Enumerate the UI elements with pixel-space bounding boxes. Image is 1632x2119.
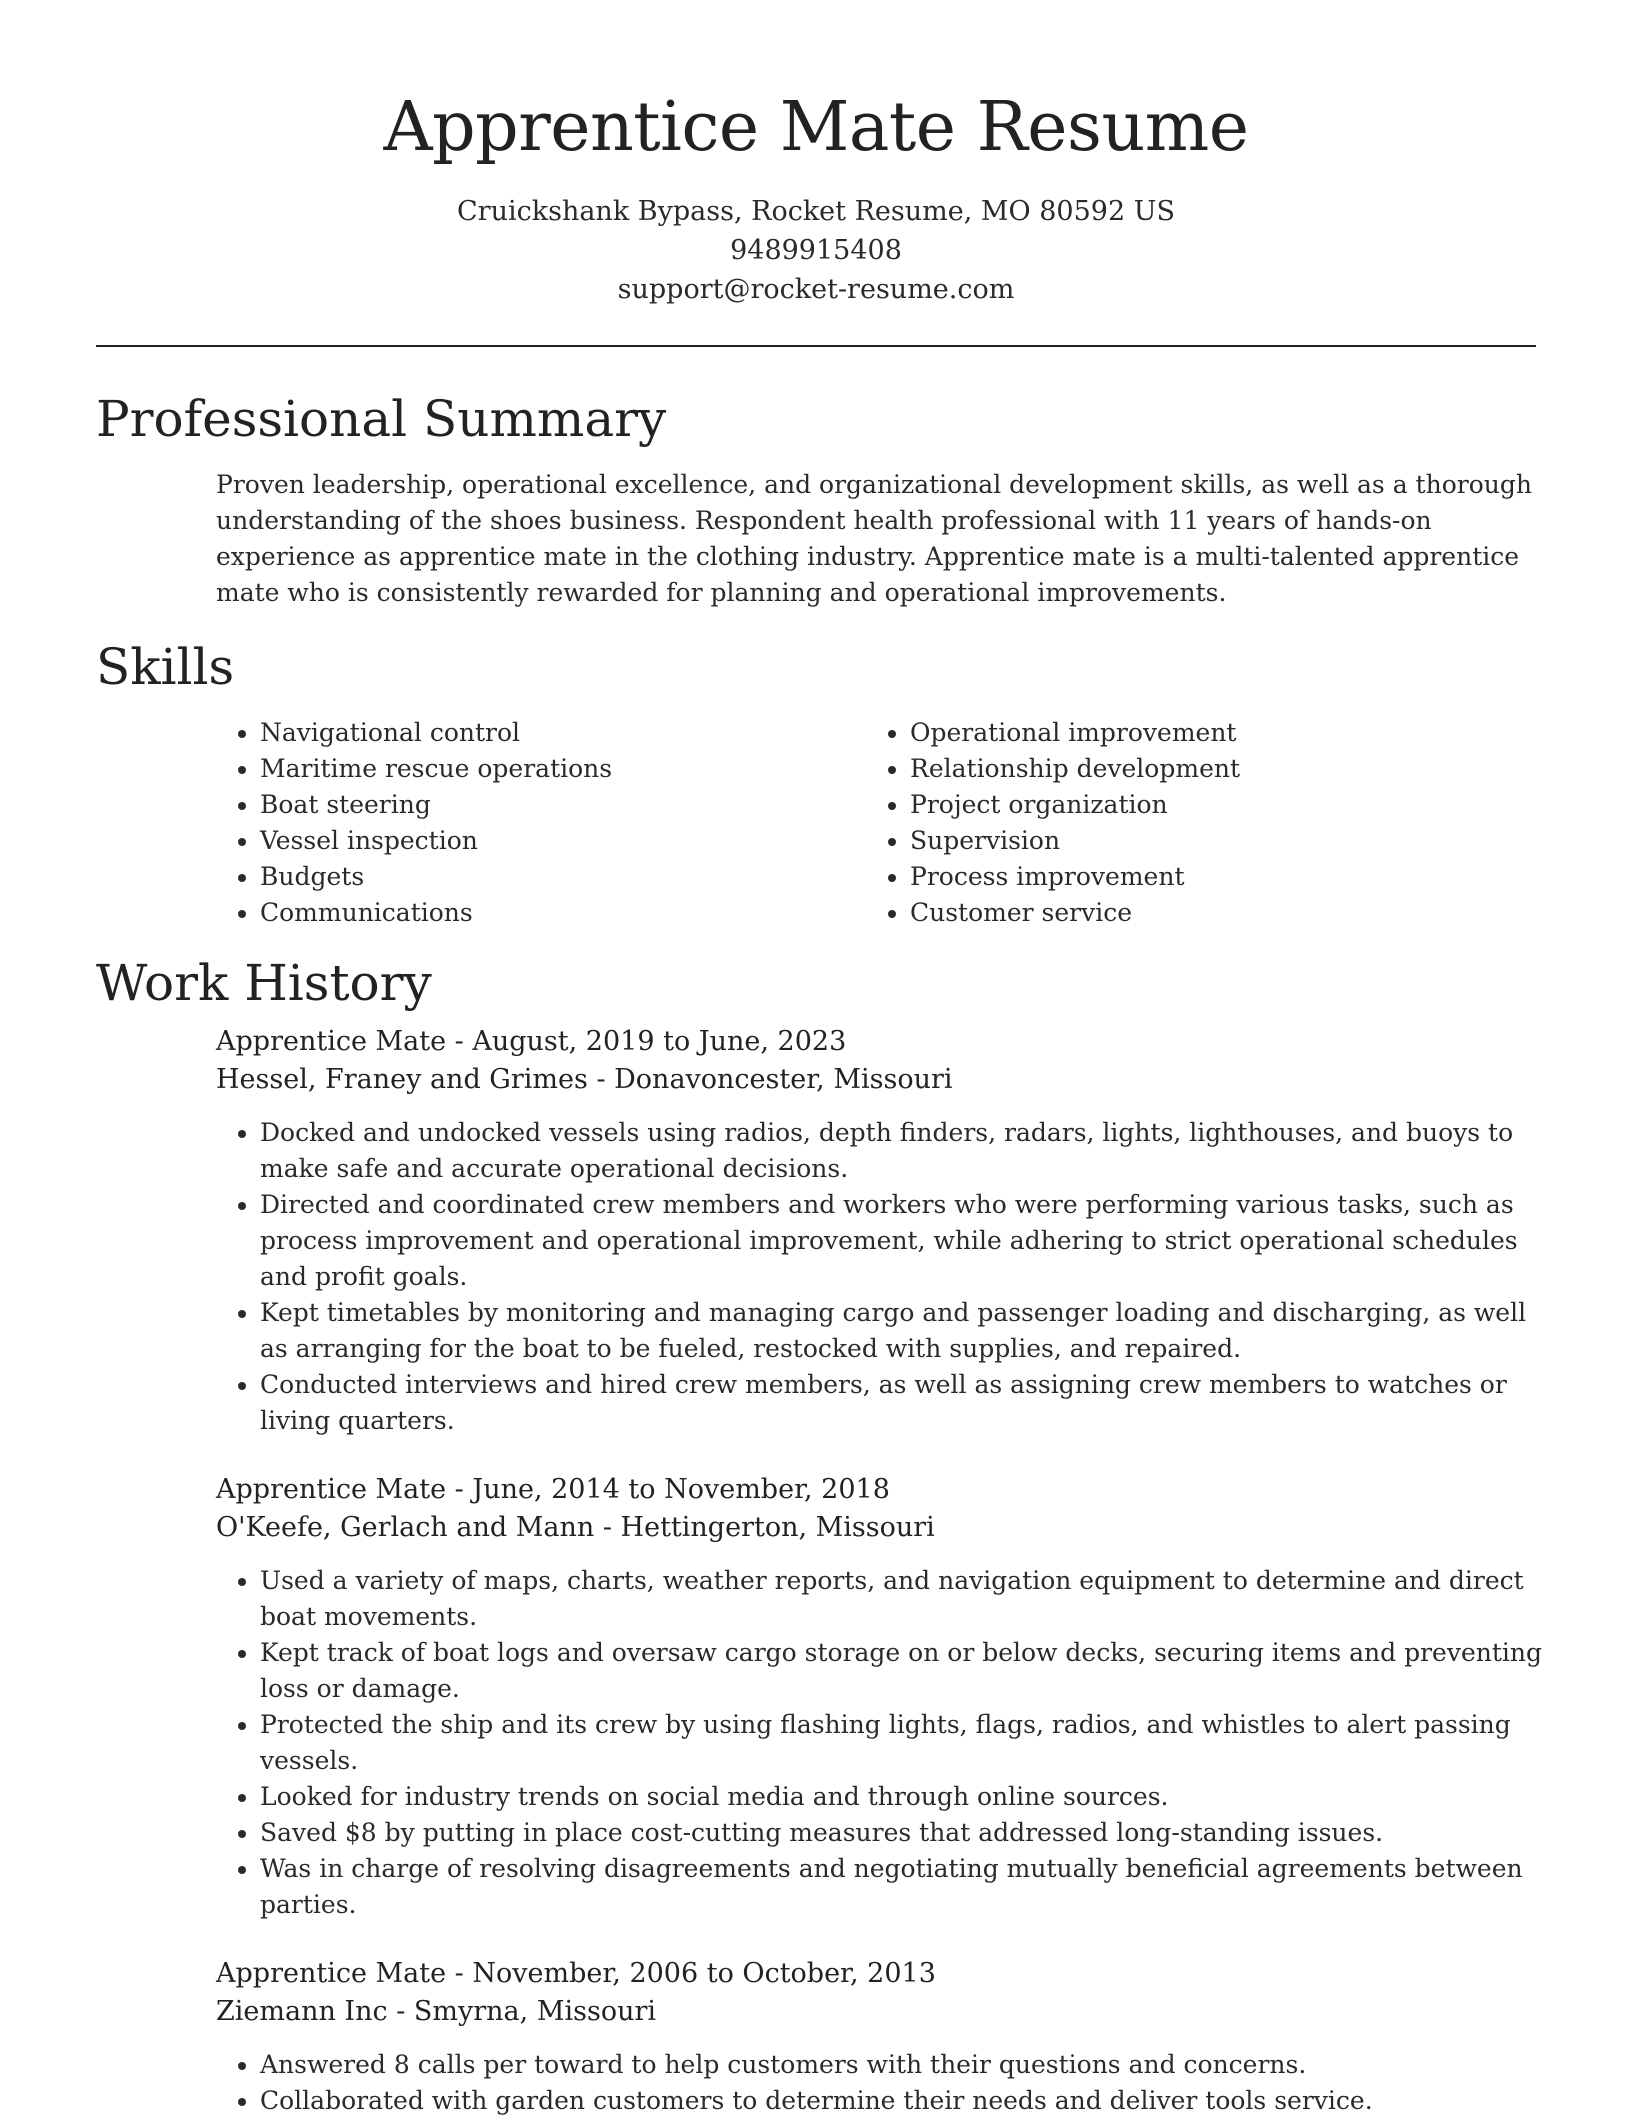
skill-item: • Customer service xyxy=(910,895,1516,931)
skill-item: • Vessel inspection xyxy=(260,823,866,859)
job-bullet: • Used a variety of maps, charts, weather reports, and navigation equipment to determine and direct boat movements. xyxy=(260,1563,1556,1635)
job-title-line: Apprentice Mate - November, 2006 to October, 2013 xyxy=(216,1958,936,1989)
job-company: O'Keefe, Gerlach and Mann xyxy=(216,1512,595,1543)
skills-list-right xyxy=(866,715,1516,931)
job-company-line xyxy=(216,1061,1556,1099)
job-bullet: • Docked and undocked vessels using radios, depth finders, radars, lights, lighthouses, and buoys to make safe and accurate operational decisions. xyxy=(260,1115,1556,1187)
job-bullets xyxy=(216,1563,1556,1923)
work-history-heading: Work History xyxy=(96,954,432,1012)
job-entry xyxy=(216,1471,1556,1923)
job-bullet: • Protected the ship and its crew by using flashing lights, flags, radios, and whistles to alert passing vessels. xyxy=(260,1707,1556,1779)
skill-item: • Supervision xyxy=(910,823,1516,859)
work-history-section xyxy=(96,953,1542,2119)
contact-address: Cruickshank Bypass, Rocket Resume, MO 80592 US xyxy=(457,196,1175,227)
job-bullet: • Looked for industry trends on social media and through online sources. xyxy=(260,1779,1556,1815)
skills-list-left xyxy=(216,715,866,931)
job-entry xyxy=(216,1955,1556,2119)
skills-columns xyxy=(216,715,1536,931)
job-title-line: Apprentice Mate - August, 2019 to June, 2023 xyxy=(216,1026,847,1057)
job-entry xyxy=(216,1023,1556,1439)
summary-heading: Professional Summary xyxy=(96,390,667,448)
job-location: - Donavoncester, Missouri xyxy=(587,1064,953,1095)
skills-heading: Skills xyxy=(96,638,235,696)
job-bullet: • Conducted interviews and hired crew members, as well as assigning crew members to watches or living quarters. xyxy=(260,1367,1556,1439)
header-divider xyxy=(96,345,1536,347)
job-location: - Smyrna, Missouri xyxy=(387,1996,657,2027)
contact-phone: 9489915408 xyxy=(730,235,902,266)
job-title-line: Apprentice Mate - June, 2014 to November, 2018 xyxy=(216,1474,890,1505)
skill-item: • Maritime rescue operations xyxy=(260,751,866,787)
job-company: Ziemann Inc xyxy=(216,1996,388,2027)
resume-page xyxy=(96,0,1542,2119)
job-company: Hessel, Franey and Grimes xyxy=(216,1064,588,1095)
skills-section xyxy=(96,637,1536,931)
summary-text: Proven leadership, operational excellence, and organizational development skills, as well as a thorough understanding of the shoes business. Respondent health professional with 11 years of hands-on experience as apprentice mate in the clothing industry. Apprentice mate is a multi-talented apprentice mate who is consistently rewarded for planning and operational improvements. xyxy=(216,470,1532,607)
job-bullet: • Saved $8 by putting in place cost-cutting measures that addressed long-standing issues. xyxy=(260,1815,1556,1851)
skill-item: • Navigational control xyxy=(260,715,866,751)
skill-item: • Operational improvement xyxy=(910,715,1516,751)
job-bullets xyxy=(216,1115,1556,1439)
skill-item: • Process improvement xyxy=(910,859,1516,895)
contact-email: support@rocket-resume.com xyxy=(617,274,1015,305)
job-company-line xyxy=(216,1509,1556,1547)
job-bullet: • Was in charge of resolving disagreements and negotiating mutually beneficial agreements between parties. xyxy=(260,1851,1556,1923)
job-bullets xyxy=(216,2047,1556,2119)
skill-item: • Project organization xyxy=(910,787,1516,823)
summary-section xyxy=(96,389,1536,611)
job-bullet: • Collaborated with garden customers to determine their needs and deliver tools service. xyxy=(260,2083,1556,2119)
contact-block xyxy=(96,192,1536,309)
job-bullet: • Directed and coordinated crew members and workers who were performing various tasks, such as process improvement and operational improvement, while adhering to strict operational schedules and profit goals. xyxy=(260,1187,1556,1295)
resume-title: Apprentice Mate Resume xyxy=(383,88,1249,167)
skill-item: • Relationship development xyxy=(910,751,1516,787)
job-bullet: • Answered 8 calls per toward to help customers with their questions and concerns. xyxy=(260,2047,1556,2083)
job-bullet: • Kept track of boat logs and oversaw cargo storage on or below decks, securing items and preventing loss or damage. xyxy=(260,1635,1556,1707)
skill-item: • Boat steering xyxy=(260,787,866,823)
skill-item: • Budgets xyxy=(260,859,866,895)
job-bullet: • Kept timetables by monitoring and managing cargo and passenger loading and discharging, as well as arranging for the boat to be fueled, restocked with supplies, and repaired. xyxy=(260,1295,1556,1367)
job-location: - Hettingerton, Missouri xyxy=(594,1512,935,1543)
skill-item: • Communications xyxy=(260,895,866,931)
job-company-line xyxy=(216,1993,1556,2031)
